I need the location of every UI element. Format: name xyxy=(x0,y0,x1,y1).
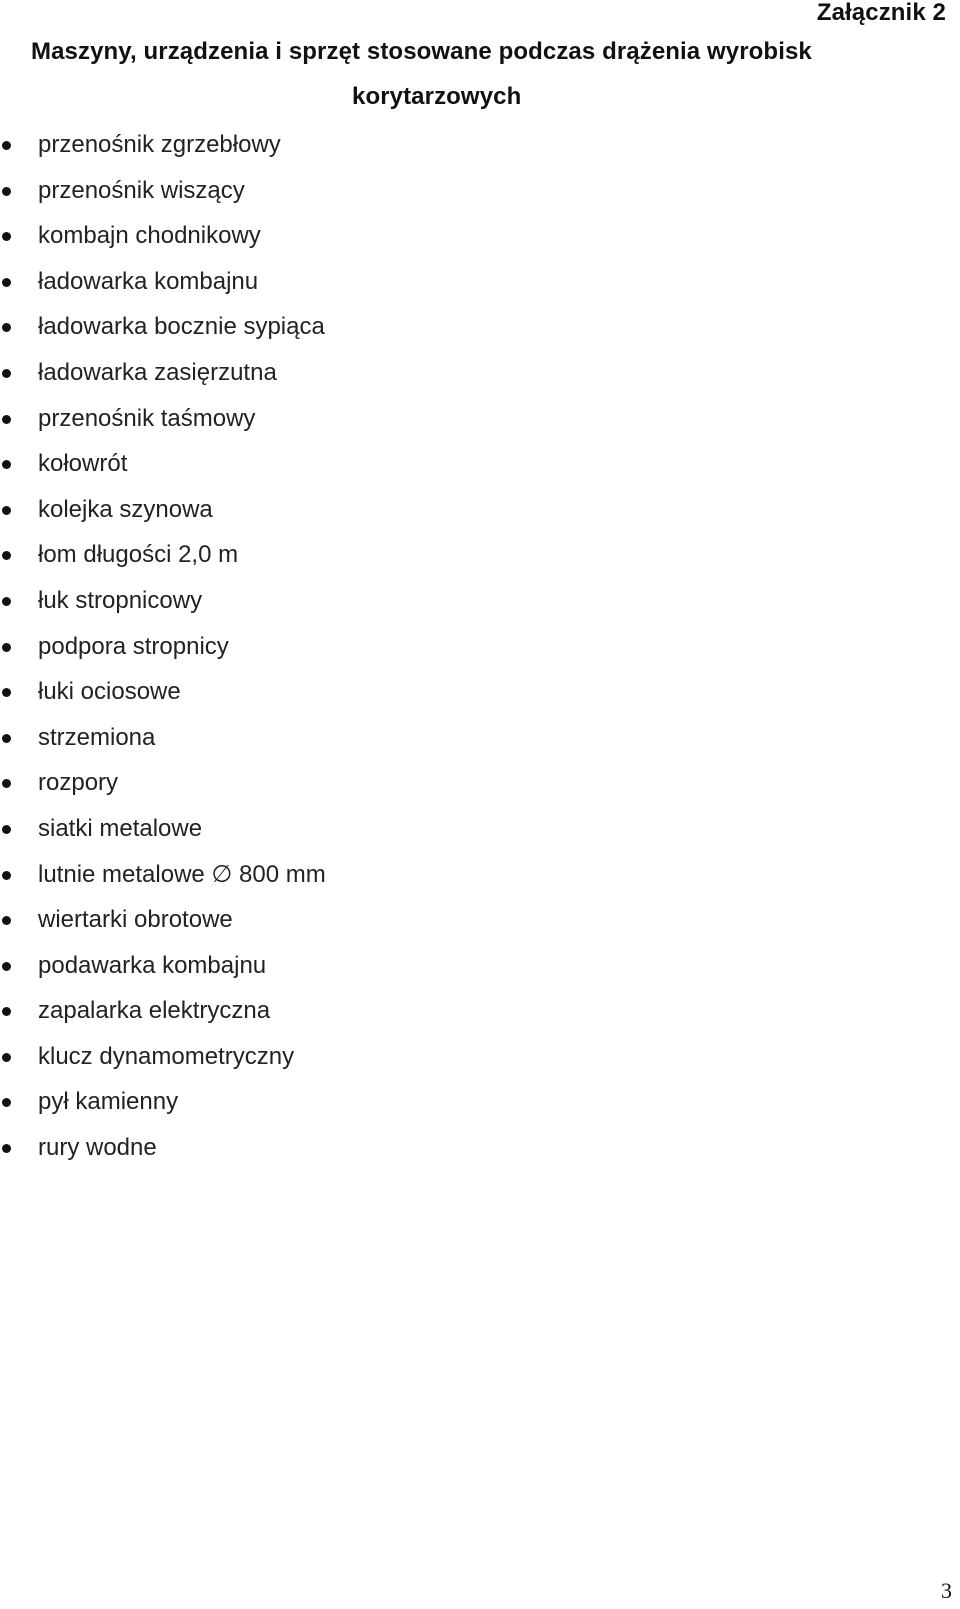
bullet-icon xyxy=(2,962,11,971)
document-title-line-1: Maszyny, urządzenia i sprzęt stosowane podczas drążenia wyrobisk xyxy=(31,38,812,65)
equipment-list xyxy=(0,126,720,1175)
list-item xyxy=(0,1129,720,1175)
bullet-icon xyxy=(2,1098,11,1107)
bullet-icon xyxy=(2,825,11,834)
bullet-icon xyxy=(2,688,11,697)
list-item xyxy=(0,491,720,537)
list-item xyxy=(0,764,720,810)
list-item-text: rury wodne xyxy=(38,1134,157,1162)
bullet-icon xyxy=(2,597,11,606)
list-item-text: siatki metalowe xyxy=(38,814,203,842)
list-item-text: łuk stropnicowy xyxy=(38,586,203,614)
list-item xyxy=(0,126,720,172)
list-item-text: łuki ociosowe xyxy=(38,678,181,706)
bullet-icon xyxy=(2,460,11,469)
bullet-icon xyxy=(2,187,11,196)
page-number: 3 xyxy=(941,1578,952,1603)
list-item xyxy=(0,719,720,765)
bullet-icon xyxy=(2,643,11,652)
list-item xyxy=(0,536,720,582)
bullet-icon xyxy=(2,232,11,241)
bullet-icon xyxy=(2,506,11,515)
list-item-text: kombajn chodnikowy xyxy=(38,222,261,250)
list-item-text: strzemiona xyxy=(38,723,156,751)
list-item-text: lutnie metalowe ∅ 800 mm xyxy=(38,860,326,888)
bullet-icon xyxy=(2,1053,11,1062)
list-item-text: kolejka szynowa xyxy=(38,495,213,523)
list-item xyxy=(0,947,720,993)
list-item xyxy=(0,308,720,354)
list-item-text: klucz dynamometryczny xyxy=(38,1042,295,1070)
list-item xyxy=(0,1083,720,1129)
bullet-icon xyxy=(2,871,11,880)
list-item-text: ładowarka zasięrzutna xyxy=(38,358,277,386)
document-title-line-2: korytarzowych xyxy=(352,83,522,110)
list-item xyxy=(0,673,720,719)
list-item xyxy=(0,582,720,628)
list-item xyxy=(0,810,720,856)
list-item xyxy=(0,628,720,674)
list-item-text: ładowarka kombajnu xyxy=(38,267,259,295)
bullet-icon xyxy=(2,278,11,287)
list-item-text: podpora stropnicy xyxy=(38,632,229,660)
bullet-icon xyxy=(2,734,11,743)
list-item-text: ładowarka bocznie sypiąca xyxy=(38,313,325,341)
list-item xyxy=(0,400,720,446)
bullet-icon xyxy=(2,1007,11,1016)
list-item-text: pył kamienny xyxy=(38,1088,179,1116)
bullet-icon xyxy=(2,415,11,424)
list-item xyxy=(0,856,720,902)
list-item-text: podawarka kombajnu xyxy=(38,951,267,979)
bullet-icon xyxy=(2,369,11,378)
list-item-text: zapalarka elektryczna xyxy=(38,997,271,1025)
list-item xyxy=(0,172,720,218)
list-item xyxy=(0,217,720,263)
list-item-text: wiertarki obrotowe xyxy=(38,906,233,934)
list-item xyxy=(0,354,720,400)
list-item-text: rozpory xyxy=(38,769,119,797)
bullet-icon xyxy=(2,323,11,332)
bullet-icon xyxy=(2,779,11,788)
bullet-icon xyxy=(2,141,11,150)
list-item xyxy=(0,445,720,491)
list-item-text: przenośnik zgrzebłowy xyxy=(38,131,281,158)
list-item xyxy=(0,1038,720,1084)
list-item-text: przenośnik wiszący xyxy=(38,176,245,204)
list-item-text: kołowrót xyxy=(38,450,128,478)
bullet-icon xyxy=(2,551,11,560)
bullet-icon xyxy=(2,1144,11,1153)
attachment-label: Załącznik 2 xyxy=(816,0,946,26)
list-item xyxy=(0,992,720,1038)
bullet-icon xyxy=(2,916,11,925)
list-item xyxy=(0,901,720,947)
list-item xyxy=(0,263,720,309)
list-item-text: łom długości 2,0 m xyxy=(38,541,239,569)
list-item-text: przenośnik taśmowy xyxy=(38,404,256,432)
